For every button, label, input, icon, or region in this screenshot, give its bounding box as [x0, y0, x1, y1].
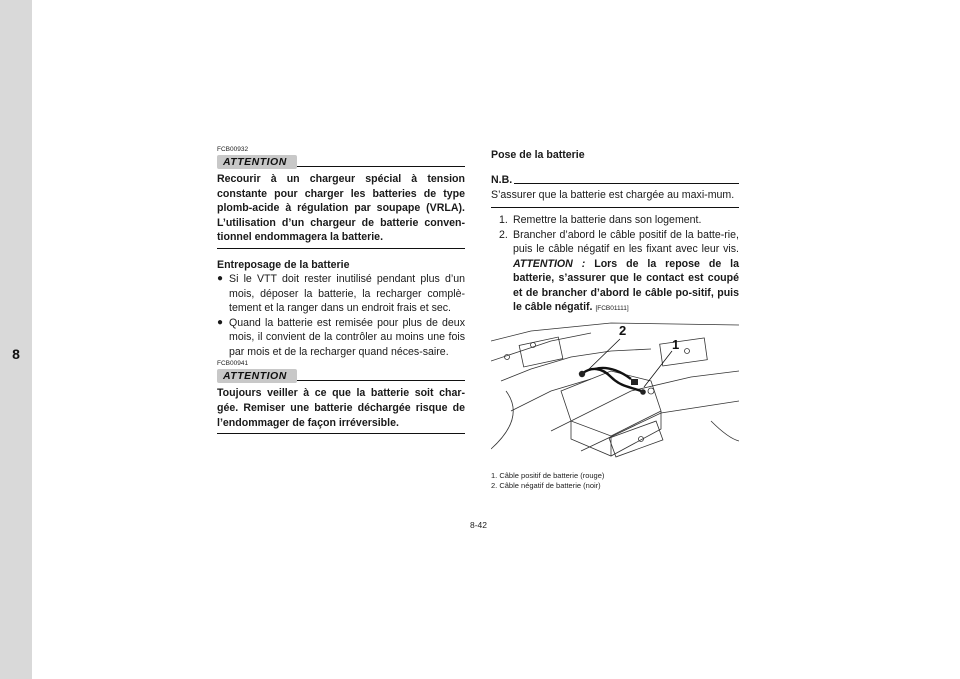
attention-header [217, 155, 465, 169]
figure-caption: 1. Câble positif de batterie (rouge) [491, 470, 605, 480]
attention-rule [297, 166, 465, 167]
inline-attention-text: Lors de la repose de la batterie, s’assurer que le contact est coupé et de brancher d’abord le câble po-sitif, puis le câble négatif. [513, 257, 739, 313]
attention-text: Recourir à un chargeur spécial à tension constante pour charger les batteries de type plomb-acide à régulation par soupape (VRLA). L’utilisation d’un chargeur de batterie conven-tionnel endommagera la batterie. [217, 173, 465, 244]
section-divider [217, 433, 465, 434]
left-column [217, 146, 465, 434]
nb-divider [491, 207, 739, 208]
battery-figure [491, 321, 739, 465]
reference-code: FCB00941 [217, 360, 249, 368]
reference-code: [FCB01111] [595, 305, 629, 312]
right-column [491, 146, 739, 492]
nb-text: S’assurer que la batterie est chargée au maxi-mum. [491, 188, 735, 201]
attention-badge: ATTENTION [217, 369, 297, 383]
nb-label: N.B. [491, 173, 513, 186]
figure-label-1: 1 [672, 336, 680, 352]
list-item: 2. Brancher d’abord le câble positif de la batte-rie, puis le câble négatif en les fixant avec leur vis. ATTENTION : Lors de la repose de la batterie, s’assurer que le contact est coupé et de brancher d’abord le câble po-sitif, puis le câble négatif. [FCB01111] [499, 228, 739, 313]
list-item: ● Quand la batterie est remisée pour plus de deux mois, il convient de la contrôler au moins une fois par mois et de la recharger quand néces-saire. [217, 316, 465, 358]
section-divider [217, 248, 465, 249]
page-number: 8-42 [470, 520, 488, 530]
nb-header [491, 172, 739, 186]
attention-header [217, 369, 465, 383]
install-steps [491, 213, 739, 317]
list-item: 1. Remettre la batterie dans son logement. [499, 214, 702, 226]
figure-label-2: 2 [619, 322, 627, 338]
attention-rule [297, 380, 465, 381]
inline-attention-label: ATTENTION : [513, 257, 586, 270]
reference-code: FCB00932 [217, 146, 249, 153]
list-item: ● Si le VTT doit rester inutilisé pendant plus d’un mois, déposer la batterie, la recharger complè-tement et la ranger dans un endroit frais et sec. [217, 273, 465, 315]
attention-text: Toujours veiller à ce que la batterie soit char-gée. Remiser une batterie déchargée risque de l’endommager de façon irréversible. [217, 387, 465, 429]
bullet-icon: ● [217, 273, 224, 285]
bullet-icon: ● [217, 316, 224, 328]
section-title-install: Pose de la batterie [491, 149, 585, 161]
storage-bullet-list [217, 272, 465, 359]
chapter-number: 8 [12, 346, 20, 362]
battery-illustration [491, 321, 739, 465]
section-title-storage: Entreposage de la batterie [217, 258, 350, 271]
figure-caption: 2. Câble négatif de batterie (noir) [491, 481, 601, 491]
attention-badge: ATTENTION [217, 155, 297, 169]
nb-rule [514, 183, 739, 184]
